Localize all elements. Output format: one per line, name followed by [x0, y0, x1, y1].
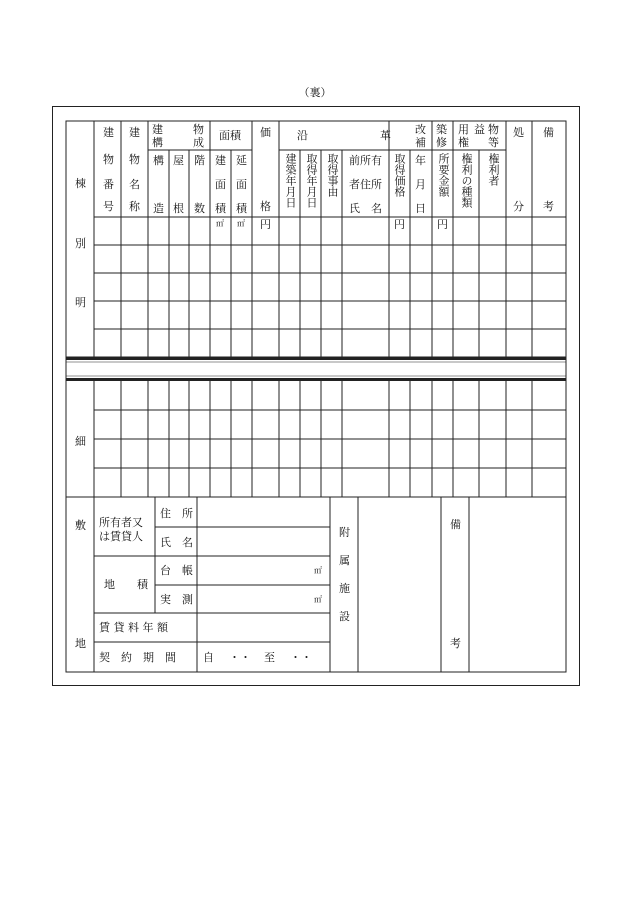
- facilities-c: 施: [339, 582, 350, 595]
- header-nobemen-c: 積: [236, 202, 247, 215]
- header-nobemen-a: 延: [236, 154, 247, 167]
- facilities-b: 属: [339, 554, 350, 567]
- area-label: 地 積: [104, 578, 148, 591]
- header-kakaku-top: 価: [260, 126, 271, 139]
- rent-label: 賃 貸 料 年 額: [99, 621, 168, 634]
- header-kozo-d: 成: [193, 136, 204, 149]
- header-kakaku-bottom: 格: [260, 200, 271, 213]
- header-nengappi-a: 年: [415, 154, 426, 167]
- header-yoeki-a: 用: [458, 123, 469, 136]
- header-yoeki-d: 権: [458, 136, 469, 149]
- header-kenchiku-date: 建築年月日: [284, 153, 297, 208]
- header-shobun-bottom: 分: [513, 200, 524, 213]
- header-kaichiku-d: 修: [436, 136, 447, 149]
- header-kaichiku-c: 補: [415, 136, 426, 149]
- header-shoyo-kingaku: 所要金額: [437, 153, 450, 197]
- owner-label-1: 所有者又: [99, 516, 143, 529]
- header-yane: 屋: [173, 154, 184, 167]
- header-shutoku-jiyu: 取得事由: [326, 153, 339, 197]
- header-tatemen-c: 積: [215, 202, 226, 215]
- header-zensho-a: 前所有: [349, 154, 382, 167]
- header-shutoku-kakaku: 取得価格: [393, 153, 406, 197]
- contract-dots-2: ・・: [290, 651, 312, 664]
- header-kozo-a: 建: [152, 123, 163, 136]
- header-nengappi-c: 日: [415, 202, 426, 215]
- header-nobemen-b: 面: [236, 178, 247, 191]
- unit-m2-nobemen: ㎡: [237, 219, 245, 228]
- page-title: （裏）: [298, 86, 332, 99]
- header-kenri-shurui: 権利の種類: [460, 153, 473, 208]
- header-enkaku-a: 沿: [297, 129, 308, 142]
- unit-m2-tatemen: ㎡: [216, 219, 224, 228]
- owner-label-2: は賃貸人: [99, 530, 143, 543]
- header-kozo-c: 構: [152, 136, 163, 149]
- header-meisho-2: 物: [129, 153, 140, 166]
- registry-label: 台 帳: [160, 564, 193, 577]
- header-kozo-b: 物: [193, 123, 204, 136]
- unit-m2-survey: ㎡: [314, 595, 322, 604]
- header-nengappi-b: 月: [415, 178, 426, 191]
- section-label-mune: 棟: [75, 177, 86, 190]
- header-kozo-sub2: 造: [153, 202, 164, 215]
- section-label-betsu: 別: [75, 237, 86, 250]
- header-zensho-c: 氏 名: [349, 202, 382, 215]
- header-shobun-top: 処: [513, 126, 524, 139]
- section-label-mei: 明: [75, 296, 86, 309]
- header-tatemen-a: 建: [215, 154, 226, 167]
- header-kenrisha: 権利者: [487, 153, 500, 186]
- survey-label: 実 測: [160, 593, 193, 606]
- header-kaichiku-b: 築: [436, 123, 447, 136]
- unit-m2-registry: ㎡: [314, 566, 322, 575]
- facilities-a: 附: [339, 526, 350, 539]
- unit-yen-shutoku: 円: [394, 218, 405, 231]
- header-yane-2: 根: [173, 202, 184, 215]
- address-label: 住 所: [160, 507, 193, 520]
- header-meisho-1: 建: [129, 126, 140, 139]
- header-bango-4: 号: [103, 200, 114, 213]
- header-kaisu: 階: [194, 154, 205, 167]
- header-bango-1: 建: [103, 126, 114, 139]
- header-menseki: 面積: [219, 129, 241, 142]
- header-biko-top: 備: [543, 126, 554, 139]
- unit-yen-shoyo: 円: [437, 218, 448, 231]
- header-kozo-sub: 構: [153, 154, 164, 167]
- header-yoeki-e: 等: [488, 136, 499, 149]
- unit-yen-kakaku: 円: [260, 218, 271, 231]
- header-bango-2: 物: [103, 153, 114, 166]
- header-shutoku-date: 取得年月日: [305, 153, 318, 208]
- land-label-shiki: 敷: [75, 519, 86, 532]
- header-tatemen-b: 面: [215, 178, 226, 191]
- land-remarks-b: 考: [450, 637, 461, 650]
- land-remarks-a: 備: [450, 518, 461, 531]
- contract-from: 自: [203, 651, 214, 664]
- header-zensho-b: 者住所: [349, 178, 382, 191]
- section-label-sai: 細: [75, 435, 86, 448]
- contract-to: 至: [264, 651, 275, 664]
- name-label: 氏 名: [160, 536, 193, 549]
- facilities-d: 設: [339, 610, 350, 623]
- header-kaisu-2: 数: [194, 202, 205, 215]
- header-yoeki-c: 物: [488, 123, 499, 136]
- header-yoeki-b: 益: [474, 123, 485, 136]
- contract-label: 契 約 期 間: [99, 651, 176, 664]
- land-label-chi: 地: [75, 637, 86, 650]
- header-enkaku-b: 革: [380, 129, 391, 142]
- header-meisho-4: 称: [129, 200, 140, 213]
- header-kaichiku-a: 改: [415, 123, 426, 136]
- header-biko-bottom: 考: [543, 200, 554, 213]
- header-bango-3: 番: [103, 178, 114, 191]
- header-meisho-3: 名: [129, 178, 140, 191]
- contract-dots-1: ・・: [229, 651, 251, 664]
